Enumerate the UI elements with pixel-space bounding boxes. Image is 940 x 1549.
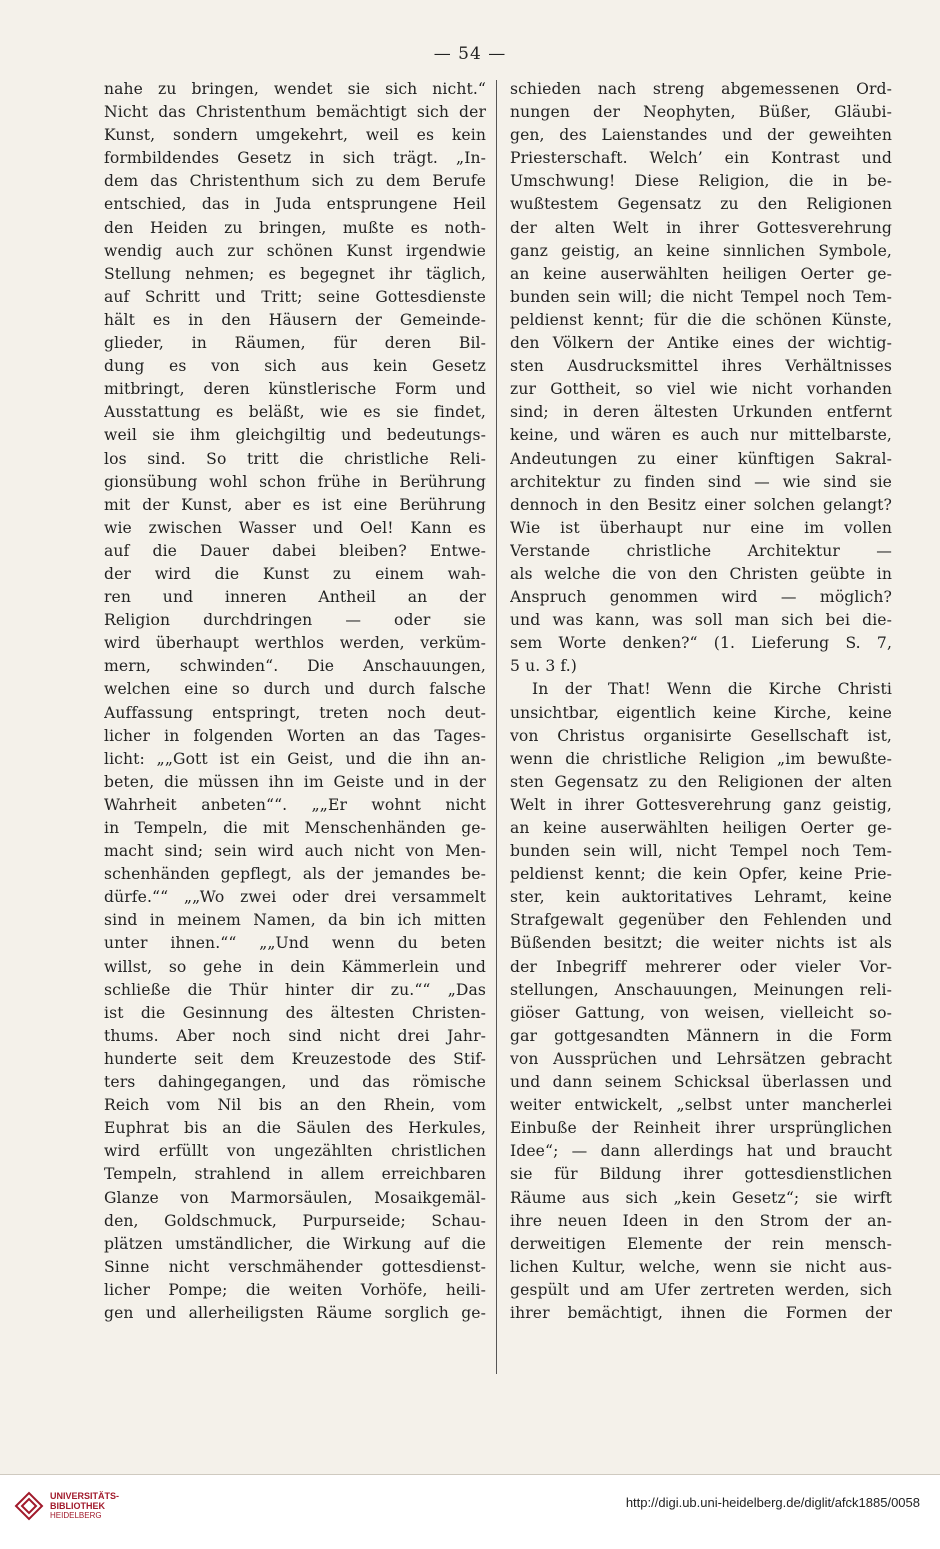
text-line: Wahrheit anbeten““. „„Er wohnt nicht <box>104 795 486 814</box>
text-line: In der That! Wenn die Kirche Christi <box>532 680 892 699</box>
logo-text <box>50 1491 119 1521</box>
text-line: derweitigen Elemente der rein mensch- <box>510 1234 892 1253</box>
text-line: als welche die von den Christen geübte in <box>510 564 892 583</box>
text-line: der Inbegriff mehrerer oder vieler Vor- <box>510 957 892 976</box>
text-line: schieden nach streng abgemessenen Ord- <box>510 80 892 98</box>
text-line: ihre neuen Ideen in den Strom der an- <box>510 1211 892 1230</box>
text-line: mit der Kunst, aber es ist eine Berührung <box>104 495 486 514</box>
logo-line-2: BIBLIOTHEK <box>50 1501 105 1511</box>
text-line: thums. Aber noch sind nicht drei Jahr- <box>104 1026 486 1045</box>
text-line: glieder, in Räumen, für deren Bil- <box>104 334 486 353</box>
text-line: Andeutungen zu einer künftigen Sakral- <box>510 449 892 468</box>
text-line: licht: „„Gott ist ein Geist, und die ihn an- <box>104 749 486 768</box>
text-line: ist die Gesinnung des ältesten Christen- <box>104 1003 486 1022</box>
text-line: entschied, das in Juda entsprungene Heil <box>104 195 486 214</box>
text-line: und dann seinem Schicksal überlassen und <box>510 1073 892 1092</box>
text-line: Einbuße der Reinheit ihrer ursprünglichen <box>510 1119 892 1138</box>
text-line: gar gottgesandten Männern in die Form <box>510 1026 892 1045</box>
text-line: der wird die Kunst zu einem wah- <box>104 564 486 583</box>
text-line: nahe zu bringen, wendet sie sich nicht.“ <box>104 80 486 98</box>
text-line: Wie ist überhaupt nur eine im vollen <box>510 518 892 537</box>
text-line: an keine auserwählten heiligen Oerter ge- <box>510 819 892 837</box>
text-line: keine, und wären es auch nur mittelbarste, <box>510 426 892 445</box>
text-line: hunderte seit dem Kreuzestode des Stif- <box>104 1049 486 1068</box>
logo-line-1: UNIVERSITÄTS- <box>50 1491 120 1501</box>
text-line: sten Gegensatz zu den Religionen der alten <box>510 772 892 791</box>
text-line: den, Goldschmuck, Purpurseide; Schau- <box>104 1211 486 1230</box>
page-number: — 54 — <box>433 44 507 64</box>
text-line: ster, kein auktoritatives Lehramt, keine <box>510 888 892 907</box>
text-line: wird erfüllt von ungezählten christlichen <box>104 1142 486 1161</box>
logo-line-3: HEIDELBERG <box>50 1511 102 1520</box>
text-line: gen und allerheiligsten Räume sorglich ge- <box>104 1303 486 1322</box>
text-line: Religion durchdringen — oder sie <box>104 611 486 630</box>
text-line: Welt in ihrer Gottesverehrung ganz geistig, <box>510 795 892 814</box>
text-line: gespült und am Ufer zertreten werden, sich <box>510 1280 892 1299</box>
text-line: schenhänden gepflegt, als der jemandes be- <box>104 865 486 884</box>
text-line: Umschwung! Diese Religion, die in be- <box>510 172 892 191</box>
text-line: an keine auserwählten heiligen Oerter ge- <box>510 264 892 283</box>
text-line: Anspruch genommen wird — möglich? <box>510 588 892 607</box>
text-line: Ausstattung es beläßt, wie es sie findet, <box>104 403 486 422</box>
text-line: Tempeln, strahlend in allem erreichbaren <box>104 1165 486 1184</box>
text-line: Strafgewalt gegenüber den Fehlenden und <box>510 911 892 930</box>
footer <box>0 1475 940 1549</box>
text-line: formbildendes Gesetz in sich trägt. „In- <box>104 149 486 168</box>
text-line: bunden sein will; die nicht Tempel noch Tem- <box>510 287 892 306</box>
library-logo[interactable] <box>14 1491 119 1521</box>
text-line: lichen Kultur, welche, wenn sie nicht aus- <box>510 1257 892 1276</box>
text-line: nungen der Neophyten, Büßer, Gläubi- <box>510 103 892 122</box>
text-line: weil sie ihm gleichgiltig und bedeutungs- <box>104 426 486 445</box>
text-line: ters dahingegangen, und das römische <box>104 1073 486 1092</box>
text-line: ganz geistig, an keine sinnlichen Symbole, <box>510 241 892 260</box>
text-line: Kunst, sondern umgekehrt, weil es kein <box>104 126 486 145</box>
text-line: in Tempeln, die mit Menschenhänden ge- <box>104 819 486 837</box>
text-line: macht sind; sein wird auch nicht von Men- <box>104 842 486 861</box>
text-line: los sind. So tritt die christliche Reli- <box>104 449 486 468</box>
text-line: Idee“; — dann allerdings hat und braucht <box>510 1142 892 1161</box>
text-line: peldienst kennt; für die die schönen Künste, <box>510 310 892 329</box>
text-line: sie für Bildung ihrer gottesdienstlichen <box>510 1165 892 1184</box>
text-line: gionsübung wohl schon frühe in Berührung <box>104 472 486 491</box>
text-line: licher in folgenden Worten an das Tages- <box>104 726 486 745</box>
text-line: dung es von sich aus kein Gesetz <box>104 357 486 376</box>
text-line: bunden sein will, nicht Tempel noch Tem- <box>510 842 892 861</box>
text-line: gen, des Laienstandes und der geweihten <box>510 126 892 145</box>
text-line: Euphrat bis an die Säulen des Herkules, <box>104 1119 486 1138</box>
text-line: plätzen umständlicher, die Wirkung auf die <box>104 1234 486 1253</box>
text-line: beten, die müssen ihn im Geiste und in der <box>104 772 486 791</box>
text-line: zur Gottheit, so viel wie nicht vorhanden <box>510 380 892 399</box>
text-line: dürfe.““ „„Wo zwei oder drei versammelt <box>104 888 486 907</box>
text-line: Stellung nehmen; es begegnet ihr täglich, <box>104 264 486 283</box>
text-line: Reich vom Nil bis an den Rhein, vom <box>104 1096 486 1115</box>
text-line: welchen eine so durch und durch falsche <box>104 680 486 699</box>
text-line: dennoch in den Besitz einer solchen gelangt? <box>510 495 892 514</box>
text-line: den Heiden zu bringen, mußte es noth- <box>104 218 486 237</box>
text-line: weiter entwickelt, „selbst unter mancherlei <box>510 1096 892 1115</box>
text-line: ihrer bemächtigt, ihnen die Formen der <box>510 1303 892 1322</box>
text-line: schließe die Thür hinter dir zu.““ „Das <box>104 980 486 999</box>
text-line: wie zwischen Wasser und Oel! Kann es <box>104 518 486 537</box>
text-line: mern, schwinden“. Die Anschauungen, <box>104 657 486 676</box>
text-line: auf die Dauer dabei bleiben? Entwe- <box>104 541 486 560</box>
text-line: wenn die christliche Religion „im bewußte- <box>510 749 892 768</box>
text-line: von Aussprüchen und Lehrsätzen gebracht <box>510 1049 892 1068</box>
text-line: Büßenden besitzt; die weiter nichts ist als <box>510 934 892 953</box>
text-line: stellungen, Anschauungen, Meinungen reli- <box>510 980 892 999</box>
text-line: Glanze von Marmorsäulen, Mosaikgemäl- <box>104 1188 486 1207</box>
seal-icon <box>14 1491 44 1521</box>
text-line: willst, so gehe in dein Kämmerlein und <box>104 957 486 976</box>
text-line: hält es in den Häusern der Gemeinde- <box>104 310 486 329</box>
text-line: 5 u. 3 f.) <box>510 657 577 676</box>
text-line: den Völkern der Antike eines der wichtig- <box>510 334 892 353</box>
text-line: sind; in deren ältesten Urkunden entfernt <box>510 403 892 422</box>
text-line: und was kann, was soll man sich bei die- <box>510 611 892 630</box>
text-line: ren und inneren Antheil an der <box>104 588 486 607</box>
text-line: der alten Welt in ihrer Gottesverehrung <box>510 218 892 237</box>
text-line: sten Ausdrucksmittel ihres Verhältnisses <box>510 357 892 376</box>
left-column <box>104 78 486 1325</box>
text-line: auf Schritt und Tritt; seine Gottesdienste <box>104 287 486 306</box>
text-line: wird überhaupt werthlos werden, verküm- <box>104 634 486 653</box>
text-line: Sinne nicht verschmähender gottesdienst- <box>104 1257 486 1276</box>
text-line: mitbringt, deren künstlerische Form und <box>104 380 486 399</box>
right-column <box>510 78 892 1325</box>
text-line: sem Worte denken?“ (1. Lieferung S. 7, <box>510 634 892 653</box>
text-line: unsichtbar, eigentlich keine Kirche, keine <box>510 703 892 722</box>
text-line: architektur zu finden sind — wie sind sie <box>510 472 892 491</box>
text-line: von Christus organisirte Gesellschaft ist, <box>510 726 892 745</box>
column-divider <box>496 80 497 1374</box>
text-line: Auffassung entspringt, treten noch deut- <box>104 703 486 722</box>
text-line: sind in meinem Namen, da bin ich mitten <box>104 911 486 930</box>
text-line: licher Pompe; die weiten Vorhöfe, heili- <box>104 1280 486 1299</box>
text-line: Nicht das Christenthum bemächtigt sich der <box>104 103 486 122</box>
text-line: wendig auch zur schönen Kunst irgendwie <box>104 241 486 260</box>
source-url-link[interactable]: http://digi.ub.uni-heidelberg.de/diglit/afck1885/0058 <box>625 1495 920 1510</box>
text-line: Priesterschaft. Welch’ ein Kontrast und <box>510 149 892 168</box>
text-line: wußtestem Gegensatz zu den Religionen <box>510 195 892 214</box>
text-line: Räume aus sich „kein Gesetz“; sie wirft <box>510 1188 892 1207</box>
text-line: giöser Gattung, von weisen, vielleicht so- <box>510 1003 892 1022</box>
text-line: dem das Christenthum sich zu dem Berufe <box>104 172 486 191</box>
text-line: Verstande christliche Architektur — <box>510 541 892 560</box>
text-line: unter ihnen.““ „„Und wenn du beten <box>104 934 486 953</box>
text-line: peldienst kennt; die kein Opfer, keine Prie- <box>510 865 892 884</box>
